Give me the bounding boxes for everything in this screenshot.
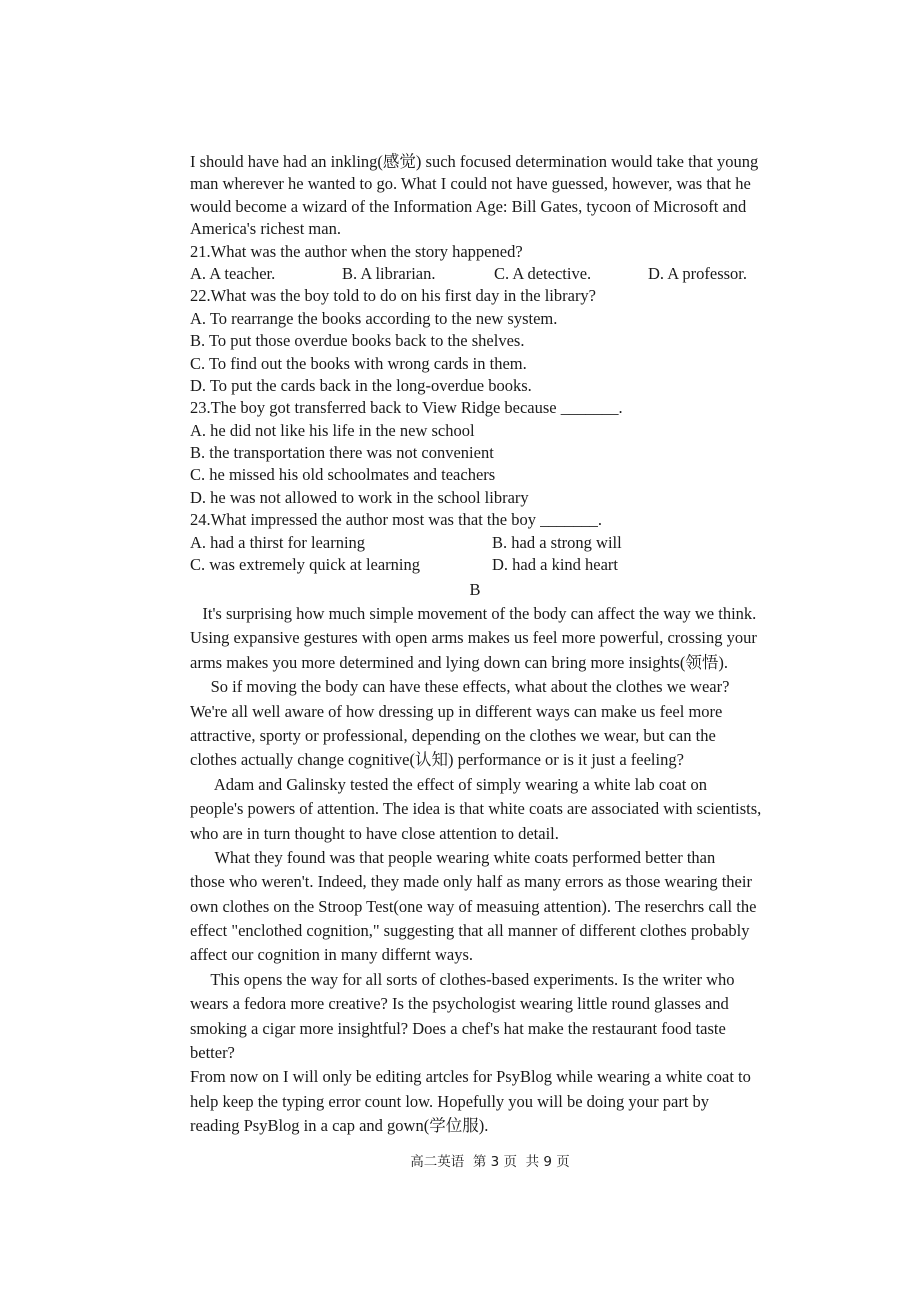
q22-option-d: D. To put the cards back in the long-overdue books. [190,375,532,395]
text-line: would become a wizard of the Information Age: Bill Gates, tycoon of Microsoft and [190,196,747,216]
passage-b-line: effect "enclothed cognition," suggesting that all manner of different clothes probably [190,921,750,941]
q23-option-d: D. he was not allowed to work in the school library [190,487,529,507]
q22-option-c: C. To find out the books with wrong cards in them. [190,353,527,373]
question-24-stem: 24.What impressed the author most was that the boy _______. [190,510,602,530]
passage-b-line: arms makes you more determined and lying down can bring more insights(领悟). [190,652,728,672]
passage-b-line: clothes actually change cognitive(认知) performance or is it just a feeling? [190,750,684,770]
q24-option-a: A. had a thirst for learning [190,532,366,552]
text-line: man wherever he wanted to go. What I could not have guessed, however, was that he [190,174,751,194]
q24-option-d: D. had a kind heart [492,555,618,575]
passage-b-line: So if moving the body can have these effects, what about the clothes we wear? [190,677,730,697]
q21-option-b: B. A librarian. [342,263,436,283]
q24-option-c: C. was extremely quick at learning [190,555,421,575]
question-24-options-row2 [190,554,800,576]
question-22-stem: 22.What was the boy told to do on his first day in the library? [190,286,597,306]
section-b-heading: B [469,580,481,599]
passage-b [190,602,805,1139]
passage-b-line: reading PsyBlog in a cap and gown(学位服). [190,1116,489,1136]
passage-b-line: This opens the way for all sorts of clothes-based experiments. Is the writer who [190,969,735,989]
text-line: I should have had an inkling(感觉) such focused determination would take that young [190,152,759,171]
passage-b-line: who are in turn thought to have close attention to detail. [190,823,559,843]
passage-b-line: smoking a cigar more insightful? Does a chef's hat make the restaurant food taste [190,1018,726,1038]
passage-b-line: people's powers of attention. The idea is that white coats are associated with scientists, [190,799,762,819]
q22-option-a: A. To rearrange the books according to the new system. [190,308,558,328]
page-footer: 高二英语 第 3 页 共 9 页 [410,1154,570,1170]
passage-b-line: What they found was that people wearing white coats performed better than [190,847,716,867]
question-21-stem: 21.What was the author when the story happened? [190,241,523,261]
text-line: America's richest man. [190,219,341,239]
passage-b-line: Using expansive gestures with open arms makes us feel more powerful, crossing your [190,628,757,648]
passage-b-line: affect our cognition in many differnt ways. [190,945,474,965]
question-23-stem: 23.The boy got transferred back to View Ridge because _______. [190,398,623,418]
q23-option-b: B. the transportation there was not convenient [190,443,494,463]
question-21-options [190,263,800,285]
passage-b-line: wears a fedora more creative? Is the psychologist wearing little round glasses and [190,994,729,1014]
passage-b-line: own clothes on the Stroop Test(one way of measuing attention). The reserchrs call the [190,896,757,916]
passage-b-line: those who weren't. Indeed, they made only half as many errors as those wearing their [190,872,752,892]
passage-b-line: help keep the typing error count low. Hopefully you will be doing your part by [190,1091,710,1111]
q21-option-d: D. A professor. [648,263,747,283]
passage-b-line: It's surprising how much simple movement of the body can affect the way we think. [190,604,757,623]
q21-option-c: C. A detective. [494,263,592,283]
question-24-options-row1 [190,532,800,554]
passage-b-line: attractive, sporty or professional, depending on the clothes we wear, but can the [190,725,716,745]
q23-option-a: A. he did not like his life in the new school [190,420,475,440]
passage-b-line: better? [190,1043,235,1063]
passage-b-line: Adam and Galinsky tested the effect of simply wearing a white lab coat on [190,774,708,794]
passage-b-line: From now on I will only be editing artcles for PsyBlog while wearing a white coat to [190,1067,751,1087]
q23-option-c: C. he missed his old schoolmates and teachers [190,465,496,485]
passage-b-line: We're all well aware of how dressing up in different ways can make us feel more [190,701,723,721]
q21-option-a: A. A teacher. [190,263,276,283]
passage-a-ending [190,151,800,576]
q22-option-b: B. To put those overdue books back to the shelves. [190,331,525,351]
q24-option-b: B. had a strong will [492,532,622,552]
